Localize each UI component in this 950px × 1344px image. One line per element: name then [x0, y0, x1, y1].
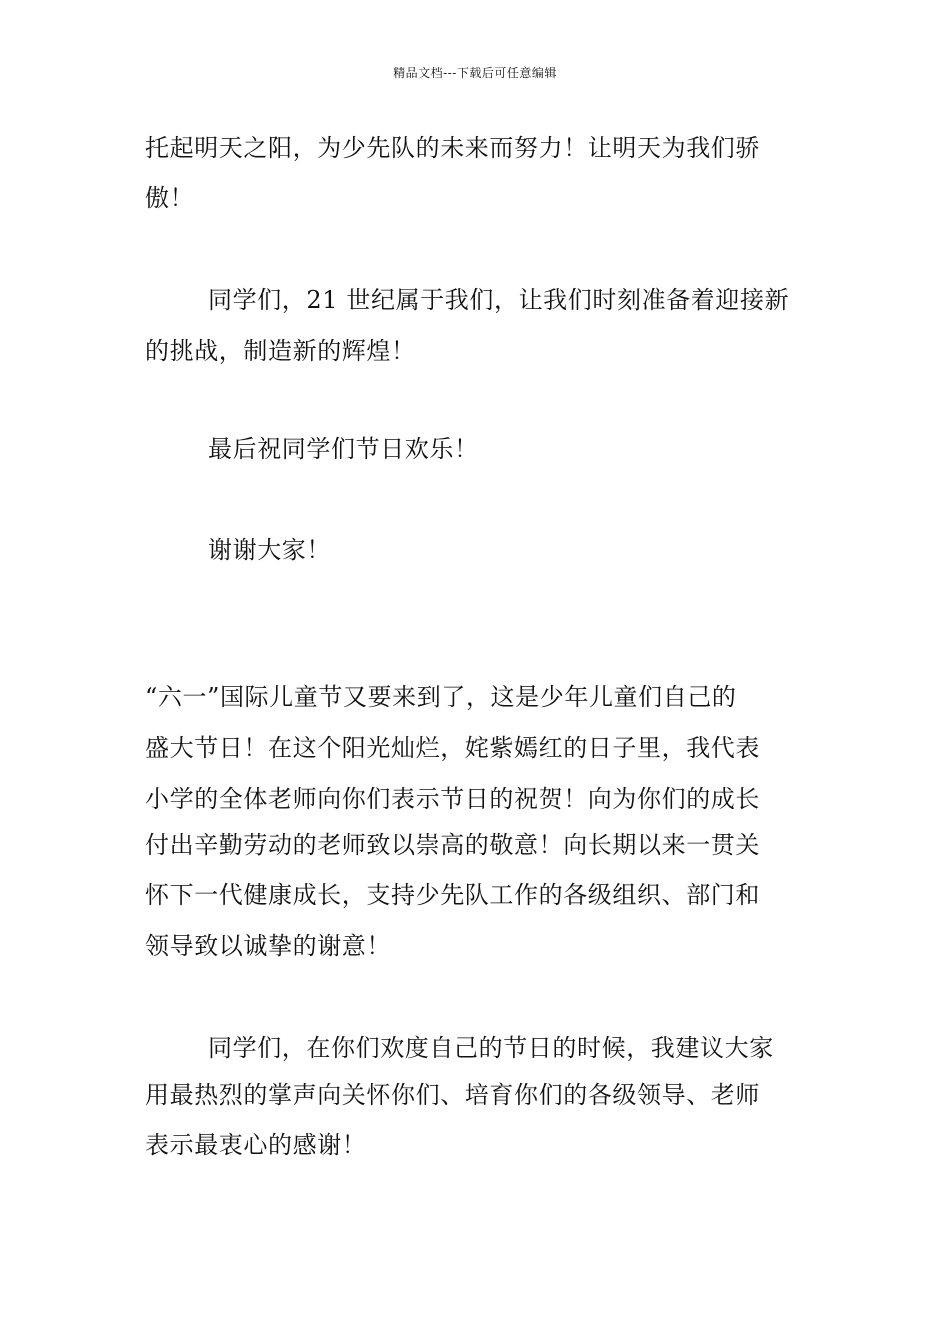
paragraph-line: 付出辛勤劳动的老师致以崇高的敬意！向长期以来一贯关	[145, 831, 760, 859]
paragraph-line: 托起明天之阳，为少先队的未来而努力！让明天为我们骄	[145, 134, 760, 162]
paragraph-line: 同学们，在你们欢度自己的节日的时候，我建议大家	[208, 1034, 774, 1062]
paragraph-line: 同学们，21 世纪属于我们，让我们时刻准备着迎接新	[208, 286, 790, 314]
paragraph-line: 谢谢大家！	[208, 536, 331, 564]
paragraph-line: 最后祝同学们节日欢乐！	[208, 435, 479, 463]
paragraph-line: “六一”国际儿童节又要来到了，这是少年儿童们自己的	[145, 683, 737, 711]
paragraph-line: 表示最衷心的感谢！	[145, 1131, 367, 1159]
page-header: 精品文档---下载后可任意编辑	[393, 66, 557, 80]
paragraph-line: 傲！	[145, 184, 195, 212]
paragraph-line: 的挑战，制造新的辉煌！	[145, 337, 416, 365]
paragraph-line: 领导致以诚挚的谢意！	[145, 932, 391, 960]
paragraph-line: 小学的全体老师向你们表示节日的祝贺！向为你们的成长	[145, 785, 760, 813]
paragraph-line: 怀下一代健康成长，支持少先队工作的各级组织、部门和	[145, 881, 760, 909]
paragraph-line: 盛大节日！在这个阳光灿烂，姹紫嫣红的日子里，我代表	[145, 734, 760, 762]
paragraph-line: 用最热烈的掌声向关怀你们、培育你们的各级领导、老师	[145, 1081, 760, 1109]
